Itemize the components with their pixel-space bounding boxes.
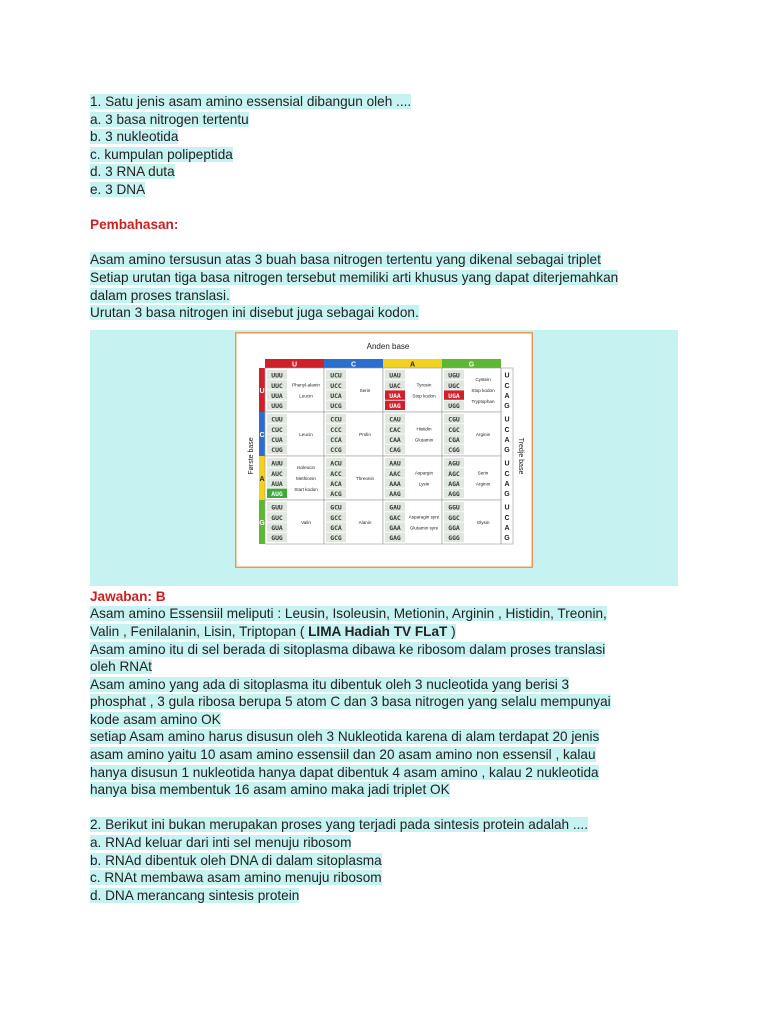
row-base-letter: G xyxy=(259,519,265,527)
codon-label: GAG xyxy=(389,533,401,542)
amino-acid-label: Glutamin syre xyxy=(409,525,439,531)
amino-acid-label: Threonin xyxy=(355,475,375,481)
codon-label: UUA xyxy=(271,391,283,400)
codon-label: GAA xyxy=(389,523,401,532)
q1-option-d: d. 3 RNA duta xyxy=(90,164,175,180)
jawaban-line: Asam amino yang ada di sitoplasma itu dibentuk oleh 3 nucleotida yang berisi 3 xyxy=(90,676,570,692)
document-body xyxy=(90,93,680,904)
codon-label: CAU xyxy=(389,415,401,424)
codon-label: UAA xyxy=(389,391,401,400)
third-base-letter: A xyxy=(504,524,510,532)
codon-label: UGA xyxy=(448,391,460,400)
third-base-letter: A xyxy=(504,392,510,400)
q2-option-c: c. RNAt membawa asam amino menuju ribosom xyxy=(90,870,382,886)
third-base-letter: U xyxy=(504,372,510,380)
codon-label: CUC xyxy=(271,425,283,434)
amino-acid-label: Glysin xyxy=(476,519,490,525)
amino-acid-label: Serin xyxy=(359,387,371,393)
amino-acid-label: Lysin xyxy=(418,481,430,487)
codon-label: UCU xyxy=(330,371,342,380)
amino-acid-label: Glutamin xyxy=(414,437,434,443)
amino-acid-label: Tryptophan xyxy=(471,398,495,404)
pembahasan-line: Setiap urutan tiga basa nitrogen tersebut memiliki arti khusus yang dapat diterjemahkan xyxy=(90,269,619,285)
pembahasan-line: dalam proses translasi. xyxy=(90,287,230,303)
codon-label: AAC xyxy=(389,469,401,478)
jawaban-line xyxy=(90,623,680,641)
third-base-letter: C xyxy=(504,426,510,434)
jawaban-line: hanya bisa membentuk 16 asam amino maka jadi triplet OK xyxy=(90,782,450,798)
q1-option-b: b. 3 nukleotida xyxy=(90,129,179,145)
codon-label: UGC xyxy=(448,381,460,390)
third-base-letter: G xyxy=(504,446,510,454)
q2-option-a: a. RNAd keluar dari inti sel menuju ribosom xyxy=(90,835,352,851)
codon-label: AUA xyxy=(271,479,283,488)
pembahasan-line: Asam amino tersusun atas 3 buah basa nitrogen tertentu yang dikenal sebagai triplet xyxy=(90,252,601,268)
third-base-letter: U xyxy=(504,460,510,468)
codon-label: UUC xyxy=(271,381,283,390)
codon-label: UCA xyxy=(330,391,342,400)
codon-label: AUU xyxy=(271,459,283,468)
codon-label: CGG xyxy=(448,445,460,454)
codon-label: GAU xyxy=(389,503,401,512)
codon-label: UUU xyxy=(271,371,283,380)
amino-acid-label: Tyrosin xyxy=(416,382,432,388)
codon-table-figure xyxy=(90,330,678,586)
codon-label: GCC xyxy=(330,513,342,522)
codon-label: CUU xyxy=(271,415,283,424)
codon-label: AUC xyxy=(271,469,283,478)
codon-label: AAG xyxy=(389,489,401,498)
codon-label: CCA xyxy=(330,435,342,444)
amino-acid-label: Leucin xyxy=(299,393,313,399)
amino-acid-label: Methionin xyxy=(296,475,316,481)
codon-label: ACU xyxy=(330,459,342,468)
codon-label: AAU xyxy=(389,459,401,468)
codon-label: UCC xyxy=(330,381,342,390)
amino-acid-label: Aspargin xyxy=(414,470,434,476)
codon-label: CAA xyxy=(389,435,401,444)
codon-label: CGC xyxy=(448,425,460,434)
codon-label: UAU xyxy=(389,371,401,380)
row-base-letter: C xyxy=(259,431,265,439)
jawaban-line: kode asam amino OK xyxy=(90,711,221,727)
codon-label: GGC xyxy=(448,513,460,522)
q2-option-b: b. RNAd dibentuk oleh DNA di dalam sitoplasma xyxy=(90,852,382,868)
third-base-letter: A xyxy=(504,436,510,444)
codon-label: GGG xyxy=(448,533,460,542)
row-base-letter: A xyxy=(259,475,265,483)
right-axis-label: Tredje base xyxy=(517,437,524,475)
amino-acid-label: Alanin xyxy=(358,519,372,525)
codon-label: GUC xyxy=(271,513,283,522)
codon-label: AUG xyxy=(271,489,283,498)
codon-label: UGG xyxy=(448,401,460,410)
amino-acid-label: Isoleucin xyxy=(296,464,316,470)
codon-label: GAC xyxy=(389,513,401,522)
amino-acid-label: Serin xyxy=(477,470,489,476)
jawaban-heading: Jawaban: B xyxy=(90,588,166,604)
codon-label: AGA xyxy=(448,479,460,488)
codon-label: CCU xyxy=(330,415,342,424)
jawaban-line: phosphat , 3 gula ribosa berupa 5 atom C dan 3 basa nitrogen yang selalu mempunyai xyxy=(90,694,611,710)
codon-label: GGA xyxy=(448,523,460,532)
q2-question: 2. Berikut ini bukan merupakan proses yang terjadi pada sintesis protein adalah .... xyxy=(90,817,588,833)
q1-option-c: c. kumpulan polipeptida xyxy=(90,146,233,162)
codon-label: CCC xyxy=(330,425,342,434)
q1-option-a: a. 3 basa nitrogen tertentu xyxy=(90,111,249,127)
codon-label: AGG xyxy=(448,489,460,498)
third-base-letter: G xyxy=(504,534,510,542)
codon-label: CCG xyxy=(330,445,342,454)
amino-acid-label: Arginin xyxy=(475,431,491,437)
header-base-letter: C xyxy=(350,361,357,369)
codon-label: GUA xyxy=(271,523,283,532)
third-base-letter: C xyxy=(504,514,510,522)
codon-label: UUG xyxy=(271,401,283,410)
codon-label: ACA xyxy=(330,479,342,488)
pembahasan-heading: Pembahasan: xyxy=(90,217,179,233)
codon-label: ACG xyxy=(330,489,342,498)
header-base-letter: U xyxy=(291,361,298,369)
codon-label: CAG xyxy=(389,445,401,454)
third-base-letter: U xyxy=(504,504,510,512)
codon-label: UCG xyxy=(330,401,342,410)
header-base-letter: A xyxy=(409,361,416,369)
codon-label: CAC xyxy=(389,425,401,434)
codon-label: CGA xyxy=(448,435,460,444)
amino-acid-label: Phenyl-alanin xyxy=(292,382,320,388)
jawaban-line: hanya disusun 1 nukleotida hanya dapat dibentuk 4 asam amino , kalau 2 nukleotida xyxy=(90,764,599,780)
amino-acid-label: Stop kodon xyxy=(412,393,436,399)
codon-label: GUU xyxy=(271,503,283,512)
codon-label: GUG xyxy=(271,533,283,542)
q1-question: 1. Satu jenis asam amino essensial dibangun oleh .... xyxy=(90,94,412,109)
third-base-letter: G xyxy=(504,490,510,498)
jawaban-line2-pre: Valin , Fenilalanin, Lisin, Triptopan ( xyxy=(90,623,309,639)
codon-table xyxy=(235,332,533,568)
codon-label: GCG xyxy=(330,533,342,542)
amino-acid-label: Histidin xyxy=(416,426,432,432)
codon-label: GCU xyxy=(330,503,342,512)
row-base-letter: U xyxy=(259,387,265,395)
header-label: Anden base xyxy=(366,341,410,351)
amino-acid-label: Asparagin syre xyxy=(408,514,440,520)
mnemonic: LIMA Hadiah TV FLaT xyxy=(308,623,448,639)
jawaban-line: setiap Asam amino harus disusun oleh 3 Nukleotida karena di alam terdapat 20 jenis xyxy=(90,729,600,745)
codon-label: CUG xyxy=(271,445,283,454)
codon-label: ACC xyxy=(330,469,342,478)
pembahasan-line: Urutan 3 basa nitrogen ini disebut juga sebagai kodon. xyxy=(90,305,419,321)
amino-acid-label: Cystein xyxy=(475,376,491,382)
codon-label: AGC xyxy=(448,469,460,478)
third-base-letter: U xyxy=(504,416,510,424)
jawaban-line: Asam amino Essensiil meliputi : Leusin, Isoleusin, Metionin, Arginin , Histidin, Treonin, xyxy=(90,606,607,622)
codon-label: UGU xyxy=(448,371,460,380)
third-base-letter: G xyxy=(504,402,510,410)
amino-acid-label: Start kodon xyxy=(294,486,318,492)
third-base-letter: C xyxy=(504,470,510,478)
amino-acid-label: Stop kodon xyxy=(471,387,495,393)
amino-acid-label: Valin xyxy=(301,519,311,525)
codon-label: CGU xyxy=(448,415,460,424)
codon-label: GGU xyxy=(448,503,460,512)
codon-label: GCA xyxy=(330,523,342,532)
third-base-letter: A xyxy=(504,480,510,488)
jawaban-line: asam amino yaitu 10 asam amino essensiil dan 20 asam amino non essensil , kalau xyxy=(90,747,596,763)
third-base-letter: C xyxy=(504,382,510,390)
header-base-letter: G xyxy=(468,361,475,369)
q2-option-d: d. DNA merancang sintesis protein xyxy=(90,887,300,903)
amino-acid-label: Arginin xyxy=(475,481,491,487)
amino-acid-label: Leucin xyxy=(299,431,313,437)
jawaban-line: Asam amino itu di sel berada di sitoplasma dibawa ke ribosom dalam proses translasi xyxy=(90,641,606,657)
jawaban-line2-post: ) xyxy=(447,623,456,639)
amino-acid-label: Prolin xyxy=(359,431,371,437)
jawaban-line: oleh RNAt xyxy=(90,659,152,675)
codon-label: UAC xyxy=(389,381,401,390)
codon-label: CUA xyxy=(271,435,283,444)
codon-label: UAG xyxy=(389,401,401,410)
q1-option-e: e. 3 DNA xyxy=(90,181,146,197)
codon-label: AAA xyxy=(389,479,401,488)
codon-label: AGU xyxy=(448,459,460,468)
left-axis-label: Første base xyxy=(248,437,255,475)
